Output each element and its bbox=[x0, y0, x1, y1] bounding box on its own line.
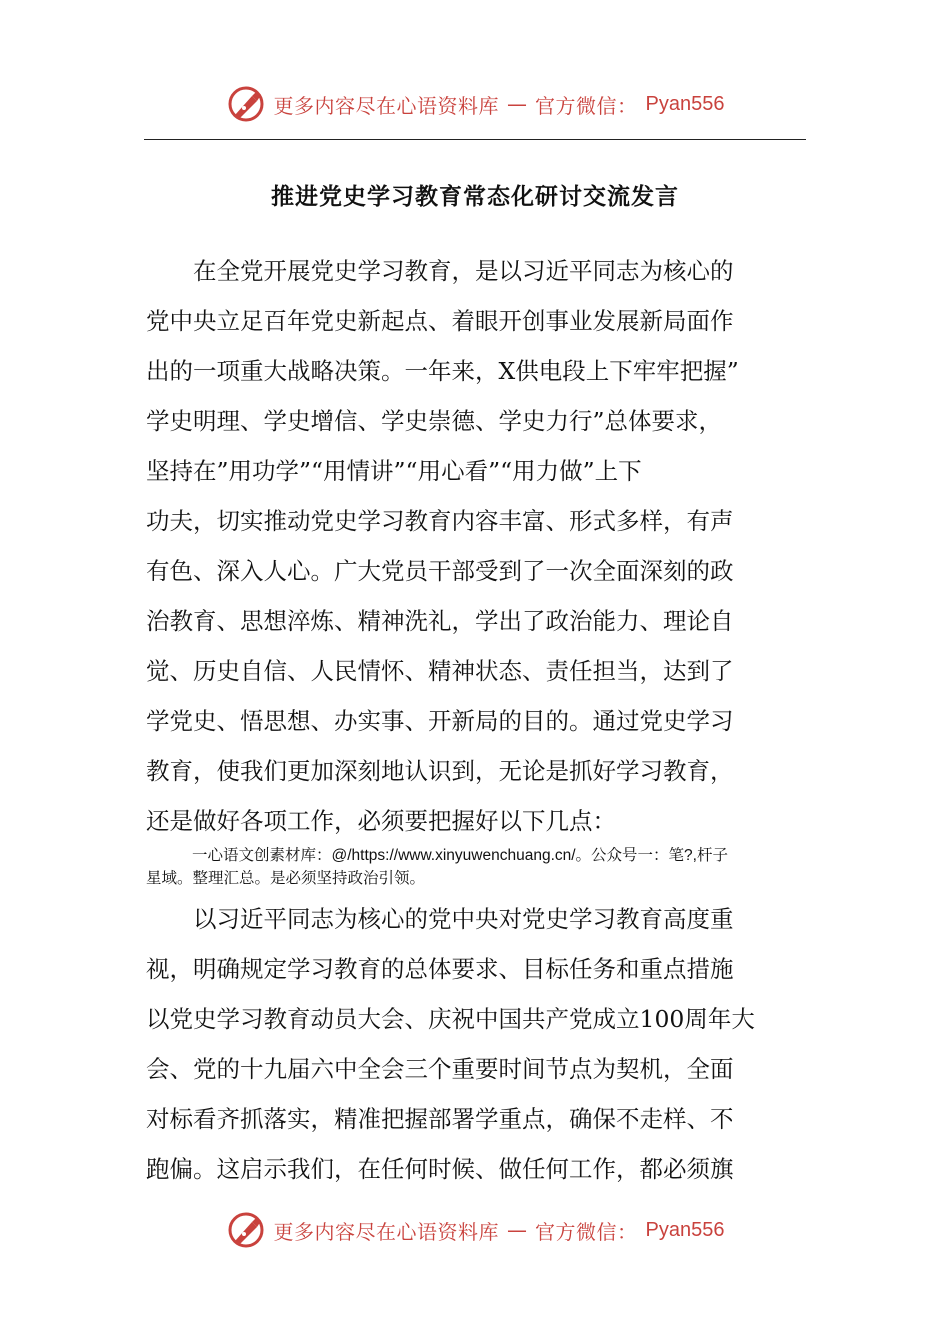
paragraph-line: 有色、深入人心。广大党员干部受到了一次全面深刻的政 bbox=[146, 557, 734, 585]
banner-separator: — bbox=[507, 92, 528, 116]
pen-nib-logo-icon bbox=[226, 84, 266, 124]
banner-text: 更多内容尽在心语资料库 bbox=[273, 93, 500, 118]
source-note-line: 一心语文创素材库：@/https://www.xinyuwenchuang.cn/。公众号一：笔?,杆子 bbox=[192, 847, 728, 864]
banner-text: 更多内容尽在心语资料库 bbox=[273, 1219, 500, 1244]
source-note bbox=[146, 844, 816, 890]
paragraph-line: 学史明理、学史增信、学史崇德、学史力行”总体要求， bbox=[146, 407, 723, 435]
paragraph-line: 党中央立足百年党史新起点、着眼开创事业发展新局面作 bbox=[146, 307, 734, 335]
paragraph-line: 治教育、思想淬炼、精神洗礼，学出了政治能力、理论自 bbox=[146, 607, 734, 635]
header-divider bbox=[144, 139, 806, 140]
paragraph-line: 功夫，切实推动党史学习教育内容丰富、形式多样，有声 bbox=[146, 507, 734, 535]
pen-nib-logo-icon bbox=[226, 1210, 266, 1250]
paragraph-line: 坚持在”用功学”“用情讲”“用心看”“用力做”上下 bbox=[146, 457, 642, 485]
source-note-line: 星域。整理汇总。是必须坚持政治引领。 bbox=[146, 870, 426, 887]
footer-banner bbox=[0, 1208, 950, 1252]
paragraph-2 bbox=[146, 894, 808, 1194]
paragraph-line: 跑偏。这启示我们，在任何时候、做任何工作，都必须旗 bbox=[146, 1155, 734, 1183]
paragraph-1 bbox=[146, 246, 808, 846]
paragraph-line: 在全党开展党史学习教育，是以习近平同志为核心的 bbox=[146, 257, 734, 285]
banner-label: 官方微信： bbox=[535, 93, 638, 118]
paragraph-line: 教育，使我们更加深刻地认识到，无论是抓好学习教育， bbox=[146, 757, 734, 785]
paragraph-line: 以党史学习教育动员大会、庆祝中国共产党成立100周年大 bbox=[146, 1005, 755, 1033]
paragraph-line: 会、党的十九届六中全会三个重要时间节点为契机，全面 bbox=[146, 1055, 734, 1083]
paragraph-line: 觉、历史自信、人民情怀、精神状态、责任担当，达到了 bbox=[146, 657, 734, 685]
paragraph-line: 学党史、悟思想、办实事、开新局的目的。通过党史学习 bbox=[146, 707, 734, 735]
banner-label: 官方微信： bbox=[535, 1219, 638, 1244]
document-title: 推进党史学习教育常态化研讨交流发言 bbox=[271, 184, 679, 210]
paragraph-line: 对标看齐抓落实，精准把握部署学重点，确保不走样、不 bbox=[146, 1105, 734, 1133]
banner-wechat-id: Pyan556 bbox=[645, 92, 725, 115]
banner-separator: — bbox=[507, 1218, 528, 1242]
paragraph-line: 出的一项重大战略决策。一年来，X供电段上下牢牢把握” bbox=[146, 357, 739, 385]
banner-wechat-id: Pyan556 bbox=[645, 1218, 725, 1241]
paragraph-line: 还是做好各项工作，必须要把握好以下几点： bbox=[146, 807, 616, 835]
paragraph-line: 以习近平同志为核心的党中央对党史学习教育高度重 bbox=[146, 905, 734, 933]
header-banner bbox=[0, 82, 950, 126]
paragraph-line: 视，明确规定学习教育的总体要求、目标任务和重点措施 bbox=[146, 955, 734, 983]
